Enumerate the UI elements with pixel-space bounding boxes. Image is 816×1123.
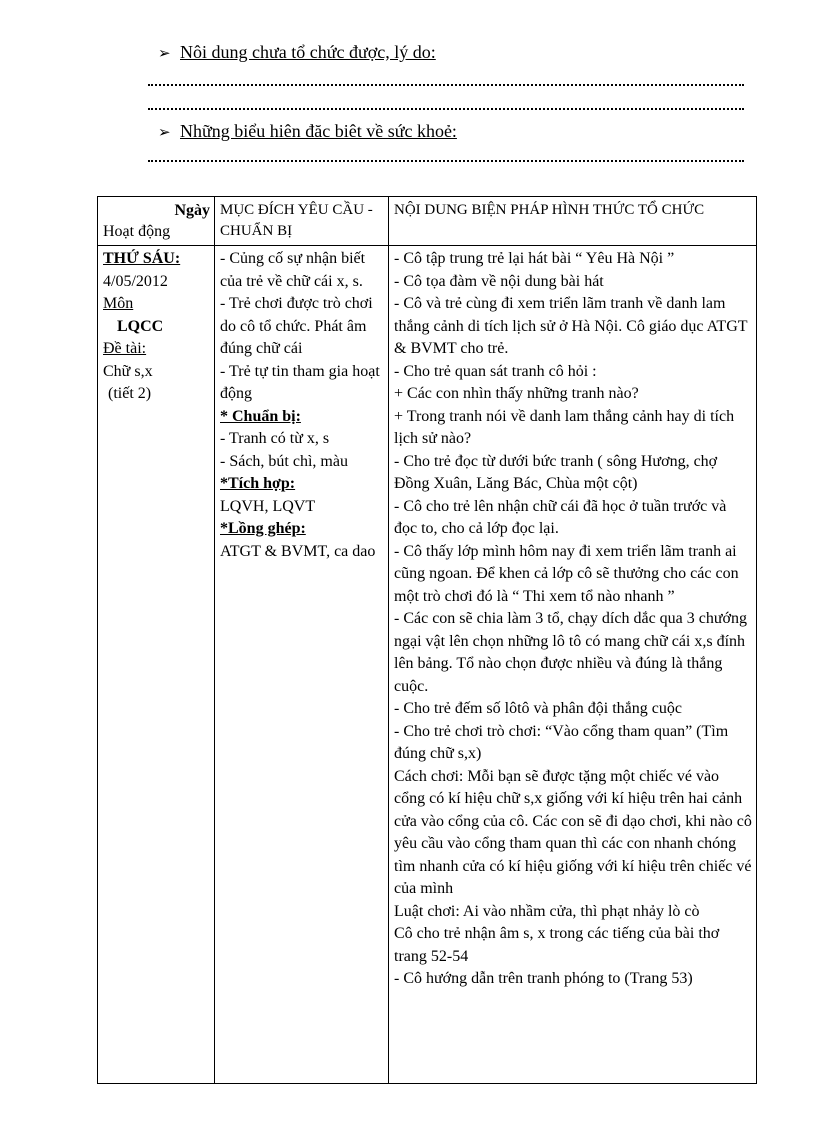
content-item: - Cho trẻ đọc từ dưới bức tranh ( sông Hương, chợ Đồng Xuân, Lăng Bác, Chùa một cột) bbox=[394, 452, 718, 492]
arrow-bullet-icon: ➢ bbox=[158, 125, 171, 141]
content-item: - Cô và trẻ cùng đi xem triển lãm tranh về danh lam thắng cảnh di tích lịch sử ở Hà Nội. Cô giáo dục ATGT & BVMT cho trẻ. bbox=[394, 295, 748, 357]
prep-label: * Chuẩn bị: bbox=[220, 407, 301, 425]
content-item: - Cô hướng dẫn trên tranh phóng to (Trang 53) bbox=[394, 970, 693, 987]
content-item: - Cô tọa đàm về nội dung bài hát bbox=[394, 272, 604, 290]
combined-label: *Lồng ghép: bbox=[220, 520, 306, 537]
topic-value: Chữ s,x bbox=[103, 362, 153, 380]
header-objectives: MỤC ĐÍCH YÊU CẦU -CHUẨN BỊ bbox=[215, 197, 389, 246]
dotted-fill-line bbox=[148, 80, 744, 86]
dotted-fill-line bbox=[148, 156, 744, 162]
header-date-activity: Ngày Hoạt động bbox=[98, 197, 215, 246]
content-item: - Các con sẽ chia làm 3 tổ, chạy dích dắc qua 3 chướng ngại vật lên chọn những lô tô có mang chữ cái x,s đính lên bảng. Tổ nào chọn được nhiều và đúng là thắng cuộc. bbox=[394, 610, 748, 695]
heading-health: ➢ Những biểu hiên đăc biêt về sức khoẻ: bbox=[158, 121, 457, 141]
subject-value: LQCC bbox=[117, 317, 164, 335]
day-label: THỨ SÁU: bbox=[103, 250, 181, 267]
date-activity-cell bbox=[98, 246, 215, 1084]
topic-label: Đề tài: bbox=[103, 340, 147, 357]
content-item: Luật chơi: Ai vào nhầm cửa, thì phạt nhảy lò cò bbox=[394, 902, 700, 920]
content-item: - Cô thấy lớp mình hôm nay đi xem triển lãm tranh ai cũng ngoan. Để khen cả lớp cô sẽ thưởng cho các con một trò chơi đó là “ Thi xem tổ nào nhanh ” bbox=[394, 542, 739, 605]
content-item: - Cô tập trung trẻ lại hát bài “ Yêu Hà Nội ” bbox=[394, 250, 675, 267]
content-item: - Cho trẻ đếm số lôtô và phân đội thắng cuộc bbox=[394, 700, 682, 717]
content-item: - Cho trẻ quan sát tranh cô hỏi : bbox=[394, 362, 597, 380]
subject-label: Môn bbox=[103, 295, 134, 312]
date-value: 4/05/2012 bbox=[103, 272, 168, 290]
content-cell bbox=[389, 246, 757, 1084]
table-header-row bbox=[98, 197, 757, 246]
table-row bbox=[98, 246, 757, 1084]
content-item: - Cô cho trẻ lên nhận chữ cái đã học ở tuần trước và đọc to, cho cả lớp đọc lại. bbox=[394, 497, 727, 537]
dotted-fill-line bbox=[148, 104, 744, 110]
objectives-cell: - Củng cố sự nhận biết của trẻ về chữ cái x, s. - Trẻ chơi được trò chơi do cô tổ chức. Phát âm đúng chữ cái - Trẻ tự tin tham gia hoạt động * Chuẩn bị: - Tranh có từ x, s - Sách, bút chì, màu *Tích hợp: LQVH, LQVT *Lồng ghép: ATGT & BVMT, ca dao bbox=[215, 246, 389, 1084]
content-item: Cách chơi: Mỗi bạn sẽ được tặng một chiếc vé vào cổng có kí hiệu chữ s,x giống với kí hiệu trên hai cảnh cửa vào cổng của cô. Các con sẽ đi dạo chơi, khi nào cô yêu cầu vào cổng tham quan thì các con nhanh chóng tìm nhanh cửa có kí hiệu giống với kí hiệu trên chiếc vé của mình bbox=[394, 767, 752, 897]
content-item: - Cho trẻ chơi trò chơi: “Vào cổng tham quan” (Tìm đúng chữ s,x) bbox=[394, 722, 729, 762]
lesson-plan-table bbox=[97, 196, 757, 1084]
content-item: + Các con nhìn thấy những tranh nào? bbox=[394, 385, 639, 402]
arrow-bullet-icon: ➢ bbox=[158, 46, 171, 62]
content-item: Cô cho trẻ nhận âm s, x trong các tiếng của bài thơ trang 52-54 bbox=[394, 925, 720, 965]
session-value: (tiết 2) bbox=[108, 385, 152, 402]
header-content: NỘI DUNG BIỆN PHÁP HÌNH THỨC TỔ CHỨC bbox=[389, 197, 757, 246]
integration-label: *Tích hợp: bbox=[220, 475, 296, 492]
content-item: + Trong tranh nói về danh lam thắng cảnh hay di tích lịch sử nào? bbox=[394, 407, 735, 447]
heading-unorganized: ➢ Nôi dung chưa tổ chức được, lý do: bbox=[158, 42, 436, 62]
